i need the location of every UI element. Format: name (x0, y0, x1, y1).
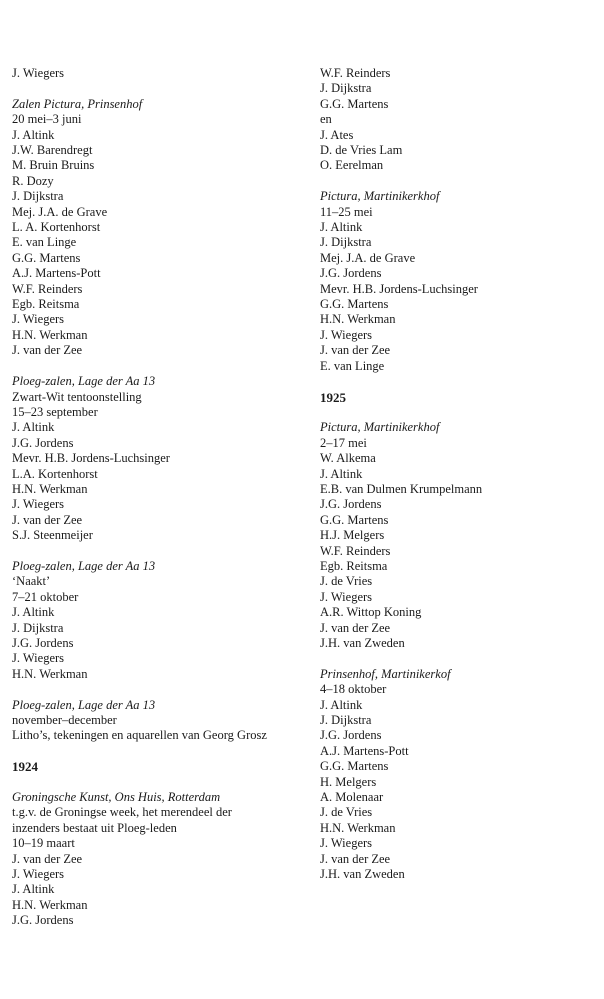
entry-line: J.G. Jordens (12, 635, 74, 650)
exhibition-entry (320, 667, 590, 883)
entry-line: Litho’s, tekeningen en aquarellen van Georg Grosz (12, 728, 267, 743)
entry-line: H.N. Werkman (12, 327, 88, 342)
entry-line: J.G. Jordens (320, 728, 382, 743)
entry-line: J.G. Jordens (320, 266, 382, 281)
entry-line: D. de Vries Lam (320, 143, 403, 158)
entry-line: J. Altink (12, 127, 55, 142)
entry-line: november–december (12, 713, 117, 727)
entry-line: J. Altink (320, 697, 363, 712)
entry-line: en (320, 112, 332, 127)
entry-line: L. A. Kortenhorst (12, 220, 101, 235)
entry-line: Mevr. H.B. Jordens-Luchsinger (320, 281, 478, 296)
exhibition-venue: Ploeg-zalen, Lage der Aa 13 (12, 697, 156, 712)
entry-line: J. Wiegers (12, 497, 65, 512)
entry-line: H.N. Werkman (12, 897, 88, 912)
entry-line: Zwart-Wit tentoonstelling (12, 389, 142, 404)
entry-line: J. Altink (320, 466, 363, 481)
entry-line: J. Ates (320, 127, 354, 142)
exhibition-venue: Pictura, Martinikerkhof (320, 420, 440, 435)
entry-line: J. van der Zee (12, 851, 83, 866)
entry-line: Mevr. H.B. Jordens-Luchsinger (12, 451, 170, 466)
entry-line: O. Eerelman (320, 158, 384, 173)
entry-line: G.G. Martens (320, 512, 389, 527)
entry-line: H.N. Werkman (320, 312, 396, 327)
exhibition-venue: Ploeg-zalen, Lage der Aa 13 (12, 374, 156, 389)
exhibition-entry (320, 66, 590, 174)
entry-line: S.J. Steenmeijer (12, 528, 93, 543)
entry-line: J.W. Barendregt (12, 143, 93, 158)
entry-line: J. Dijkstra (320, 81, 372, 96)
exhibition-entry (12, 374, 307, 543)
entry-line: J. Wiegers (320, 589, 373, 604)
entry-line: J. Dijkstra (320, 713, 372, 727)
entry-line: W.F. Reinders (320, 66, 391, 80)
exhibition-venue: Zalen Pictura, Prinsenhof (12, 96, 143, 111)
entry-line: W.F. Reinders (320, 543, 391, 558)
exhibition-venue: Prinsenhof, Martinikerkof (320, 666, 451, 681)
entry-line: L.A. Kortenhorst (12, 466, 98, 481)
entry-line: J. Altink (12, 420, 55, 435)
exhibition-entry (12, 790, 307, 929)
entry-line: J. Wiegers (320, 836, 373, 851)
year-heading: 1924 (12, 759, 38, 775)
entry-line: J. Dijkstra (320, 235, 372, 250)
entry-line: J. Wiegers (320, 327, 373, 342)
entry-line: J. van der Zee (320, 851, 391, 866)
entry-line: R. Dozy (12, 173, 54, 188)
entry-line: Mej. J.A. de Grave (12, 204, 108, 219)
entry-line: J. Dijkstra (12, 620, 64, 635)
entry-line: 20 mei–3 juni (12, 112, 82, 127)
entry-line: H.N. Werkman (320, 820, 396, 835)
entry-line: J.G. Jordens (320, 497, 382, 512)
entry-line: Egb. Reitsma (12, 297, 80, 312)
entry-line: J.H. van Zweden (320, 635, 405, 650)
entry-line: J.G. Jordens (12, 913, 74, 928)
right-column (320, 66, 590, 898)
entry-line: J. Altink (320, 220, 363, 235)
entry-line: J. Wiegers (12, 651, 65, 666)
exhibition-entry (12, 559, 307, 682)
left-column (12, 66, 307, 944)
entry-line: H. Melgers (320, 774, 377, 789)
entry-line: 11–25 mei (320, 204, 373, 219)
entry-line: A.R. Wittop Koning (320, 605, 422, 620)
entry-line: G.G. Martens (320, 759, 389, 774)
exhibition-entry (12, 97, 307, 359)
entry-line: H.N. Werkman (12, 481, 88, 496)
exhibition-entry (320, 189, 590, 374)
entry-line: H.J. Melgers (320, 528, 385, 543)
entry-line: J. van der Zee (12, 512, 83, 527)
entry-line: t.g.v. de Groningse week, het merendeel der (12, 805, 232, 820)
entry-line: J. Wiegers (12, 312, 65, 327)
entry-line: G.G. Martens (12, 250, 81, 265)
entry-line: 4–18 oktober (320, 682, 387, 697)
entry-line: J. de Vries (320, 805, 373, 820)
entry-line: G.G. Martens (320, 96, 389, 111)
entry-line: J. van der Zee (320, 620, 391, 635)
entry-line: 7–21 oktober (12, 589, 79, 604)
exhibition-venue: Ploeg-zalen, Lage der Aa 13 (12, 558, 156, 573)
entry-line: E. van Linge (12, 235, 77, 250)
exhibition-entry (320, 420, 590, 651)
entry-line: J. Dijkstra (12, 189, 64, 204)
entry-line: Mej. J.A. de Grave (320, 250, 416, 265)
entry-line: 2–17 mei (320, 435, 367, 450)
entry-line: W.F. Reinders (12, 281, 83, 296)
entry-line: H.N. Werkman (12, 666, 88, 681)
entry-line: E. van Linge (320, 358, 385, 373)
entry-line: M. Bruin Bruins (12, 158, 95, 173)
entry-line: E.B. van Dulmen Krumpelmann (320, 481, 483, 496)
exhibition-venue: Pictura, Martinikerkhof (320, 189, 440, 204)
exhibition-entry (12, 698, 307, 744)
entry-line: J. van der Zee (12, 343, 83, 358)
entry-line: J. Altink (12, 605, 55, 620)
entry-line: J. Wiegers (12, 66, 65, 80)
entry-line: A. Molenaar (320, 790, 384, 805)
entry-line: J.H. van Zweden (320, 867, 405, 882)
entry-line: G.G. Martens (320, 297, 389, 312)
entry-line: 10–19 maart (12, 836, 75, 851)
entry-line: J. de Vries (320, 574, 373, 589)
entry-line: ‘Naakt’ (12, 574, 51, 589)
exhibition-entry (12, 66, 307, 81)
entry-line: Egb. Reitsma (320, 558, 388, 573)
exhibition-venue: Groningsche Kunst, Ons Huis, Rotterdam (12, 790, 221, 804)
entry-line: W. Alkema (320, 451, 376, 466)
entry-line: J. Wiegers (12, 867, 65, 882)
entry-line: J. Altink (12, 882, 55, 897)
entry-line: J.G. Jordens (12, 435, 74, 450)
entry-line: A.J. Martens-Pott (320, 743, 409, 758)
entry-line: A.J. Martens-Pott (12, 266, 101, 281)
entry-line: inzenders bestaat uit Ploeg-leden (12, 820, 177, 835)
entry-line: J. van der Zee (320, 343, 391, 358)
entry-line: 15–23 september (12, 404, 98, 419)
year-heading: 1925 (320, 389, 346, 405)
